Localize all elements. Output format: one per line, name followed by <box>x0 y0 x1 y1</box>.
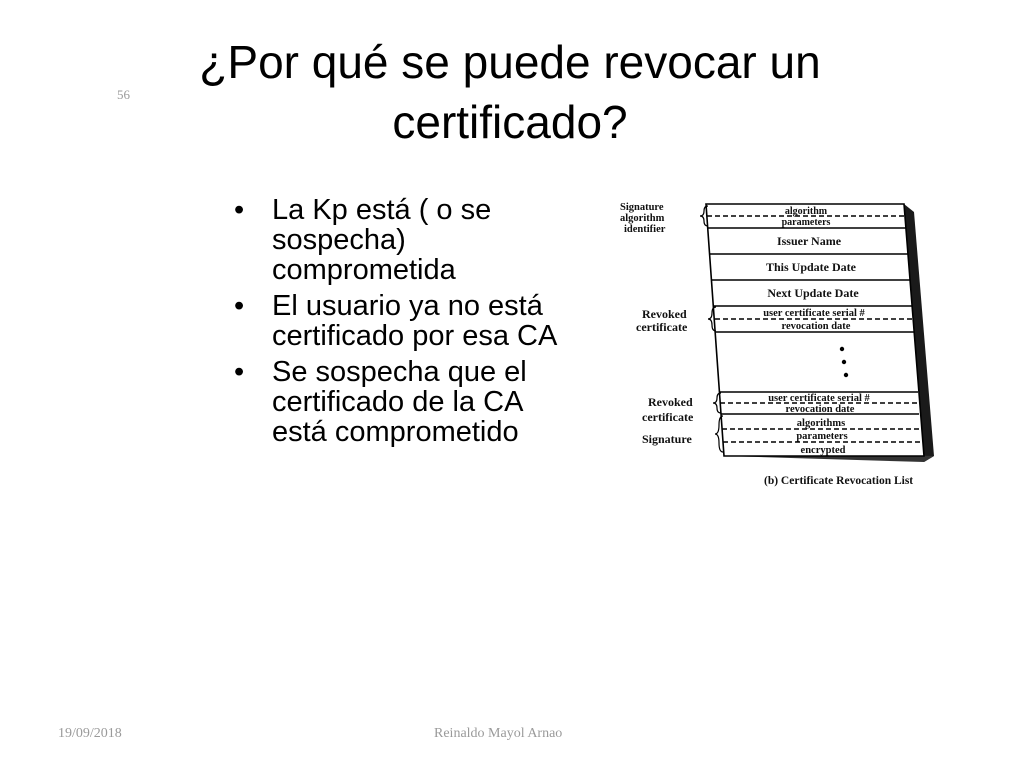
bullet-dot: • <box>234 356 245 388</box>
bullet-dot: • <box>234 290 245 322</box>
crl-structure-diagram <box>614 192 1024 502</box>
field-revocation-date-1: revocation date <box>781 321 851 332</box>
label-signature-algorithm-3: identifier <box>624 224 666 235</box>
bullet-item <box>232 195 572 285</box>
label-revoked-1a: Revoked <box>642 307 687 321</box>
label-signature: Signature <box>642 432 692 446</box>
footer-date: 19/09/2018 <box>58 726 122 741</box>
field-parameters: parameters <box>781 217 831 228</box>
label-revoked-2a: Revoked <box>648 395 693 409</box>
bullet-text: Se sospecha que el certificado de la CA está comprometido <box>272 356 527 448</box>
field-serial-1: user certificate serial # <box>763 308 865 319</box>
ellipsis-dot <box>842 360 846 364</box>
label-revoked-2b: certificate <box>642 410 694 424</box>
ellipsis-dot <box>840 347 844 351</box>
bullet-item <box>232 291 572 351</box>
bullet-item <box>232 357 572 447</box>
field-serial-2: user certificate serial # <box>768 393 870 404</box>
slide-number: 56 <box>117 87 130 102</box>
field-issuer-name: Issuer Name <box>776 234 842 248</box>
field-next-update-date: Next Update Date <box>767 286 859 300</box>
footer-author: Reinaldo Mayol Arnao <box>434 726 563 741</box>
label-signature-algorithm-2: algorithm <box>620 213 665 224</box>
bullet-text: La Kp está ( o se sospecha) comprometida <box>272 194 492 286</box>
bullet-text: El usuario ya no está certificado por esa CA <box>272 290 558 352</box>
field-parameters-sig: parameters <box>796 431 848 442</box>
field-algorithms: algorithms <box>796 418 846 429</box>
bullet-list <box>232 195 572 453</box>
label-signature-algorithm-1: Signature <box>620 202 664 213</box>
slide-title: ¿Por qué se puede revocar un certificado? <box>199 36 821 148</box>
label-revoked-1b: certificate <box>636 320 688 334</box>
field-revocation-date-2: revocation date <box>785 404 855 415</box>
bullet-dot: • <box>234 194 245 226</box>
field-this-update-date: This Update Date <box>765 260 857 274</box>
field-algorithm: algorithm <box>784 206 828 217</box>
diagram-caption: (b) Certificate Revocation List <box>764 475 914 487</box>
field-encrypted: encrypted <box>800 445 846 456</box>
ellipsis-dot <box>844 373 848 377</box>
